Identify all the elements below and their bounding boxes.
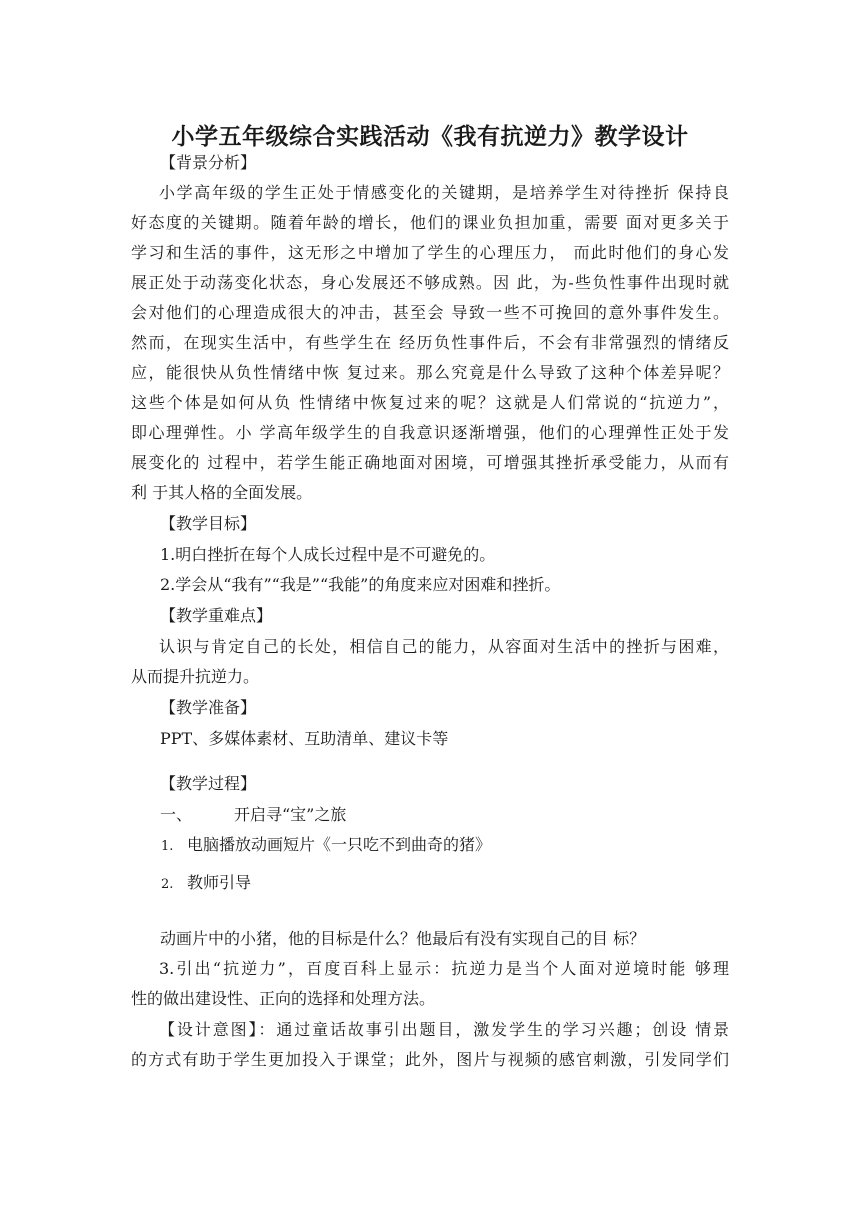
key-points-line: 认识与肯定自己的长处，相信自己的能力，从容面对生活中的挫折与困难， xyxy=(159,637,729,656)
design-intent-line: 的方式有助于学生更加投入于课堂；此外，图片与视频的感官刺激，引发同学们 xyxy=(131,1050,729,1069)
background-line: 会对他们的心理造成很大的冲击，甚至会 导致一些不可挽回的意外事件发生。 xyxy=(131,303,729,322)
step3-line: 性的做出建设性、正向的选择和处理方法。 xyxy=(131,989,436,1008)
background-line: 好态度的关键期。随着年龄的增长，他们的课业负担加重，需要 面对更多关于 xyxy=(131,213,729,232)
process-heading: 【教学过程】 xyxy=(160,774,257,793)
background-line: 小学高年级的学生正处于情感变化的关键期，是培养学生对待挫折 保持良 xyxy=(159,183,729,202)
section-title: 开启寻“宝”之旅 xyxy=(234,805,347,824)
background-line: 展正处于动荡变化状态，身心发展还不够成熟。因 此，为-些负性事件出现时就 xyxy=(131,273,729,292)
goal-item: 2.学会从“我有”“我是”“我能”的角度来应对困难和挫折。 xyxy=(160,575,561,594)
guiding-question: 动画片中的小猪，他的目标是什么？他最后有没有实现自己的目 标？ xyxy=(160,929,646,948)
background-line: 展变化的 过程中，若学生能正确地面对困境，可增强其挫折承受能力，从而有 xyxy=(131,453,729,472)
step-text: 电脑播放动画短片《一只吃不到曲奇的猪》 xyxy=(187,835,492,854)
background-heading: 【背景分析】 xyxy=(160,153,257,172)
background-line: 利 于其人格的全面发展。 xyxy=(131,483,313,502)
key-points-line: 从而提升抗逆力。 xyxy=(131,667,260,686)
key-points-heading: 【教学重难点】 xyxy=(160,606,273,625)
document-title: 小学五年级综合实践活动《我有抗逆力》教学设计 xyxy=(171,123,689,150)
background-line: 学习和生活的事件，这无形之中增加了学生的心理压力， 而此时他们的身心发 xyxy=(131,243,729,262)
step-number: 1. xyxy=(161,839,174,854)
preparation-text: PPT、多媒体素材、互助清单、建议卡等 xyxy=(160,729,449,748)
background-line: 然而，在现实生活中，有些学生在 经历负性事件后，不会有非常强烈的情绪反 xyxy=(131,333,729,352)
step3-line: 3.引出“抗逆力”，百度百科上显示：抗逆力是当个人面对逆境时能 够理 xyxy=(159,959,729,978)
background-line: 这些个体是如何从负 性情绪中恢复过来的呢？这就是人们常说的“抗逆力”， xyxy=(131,393,729,412)
step-number: 2. xyxy=(161,877,174,892)
design-intent-line: 【设计意图】：通过童话故事引出题目，激发学生的学习兴趣；创设 情景 xyxy=(159,1020,729,1039)
goal-item: 1.明白挫折在每个人成长过程中是不可避免的。 xyxy=(160,545,496,564)
background-line: 即心理弹性。小 学高年级学生的自我意识逐渐增强，他们的心理弹性正处于发 xyxy=(131,423,729,442)
background-line: 应，能很快从负性情绪中恢 复过来。那么究竟是什么导致了这种个体差异呢？ xyxy=(131,363,729,382)
step-text: 教师引导 xyxy=(187,873,252,892)
section-number: 一、 xyxy=(160,805,193,824)
goals-heading: 【教学目标】 xyxy=(160,514,257,533)
preparation-heading: 【教学准备】 xyxy=(160,698,257,717)
